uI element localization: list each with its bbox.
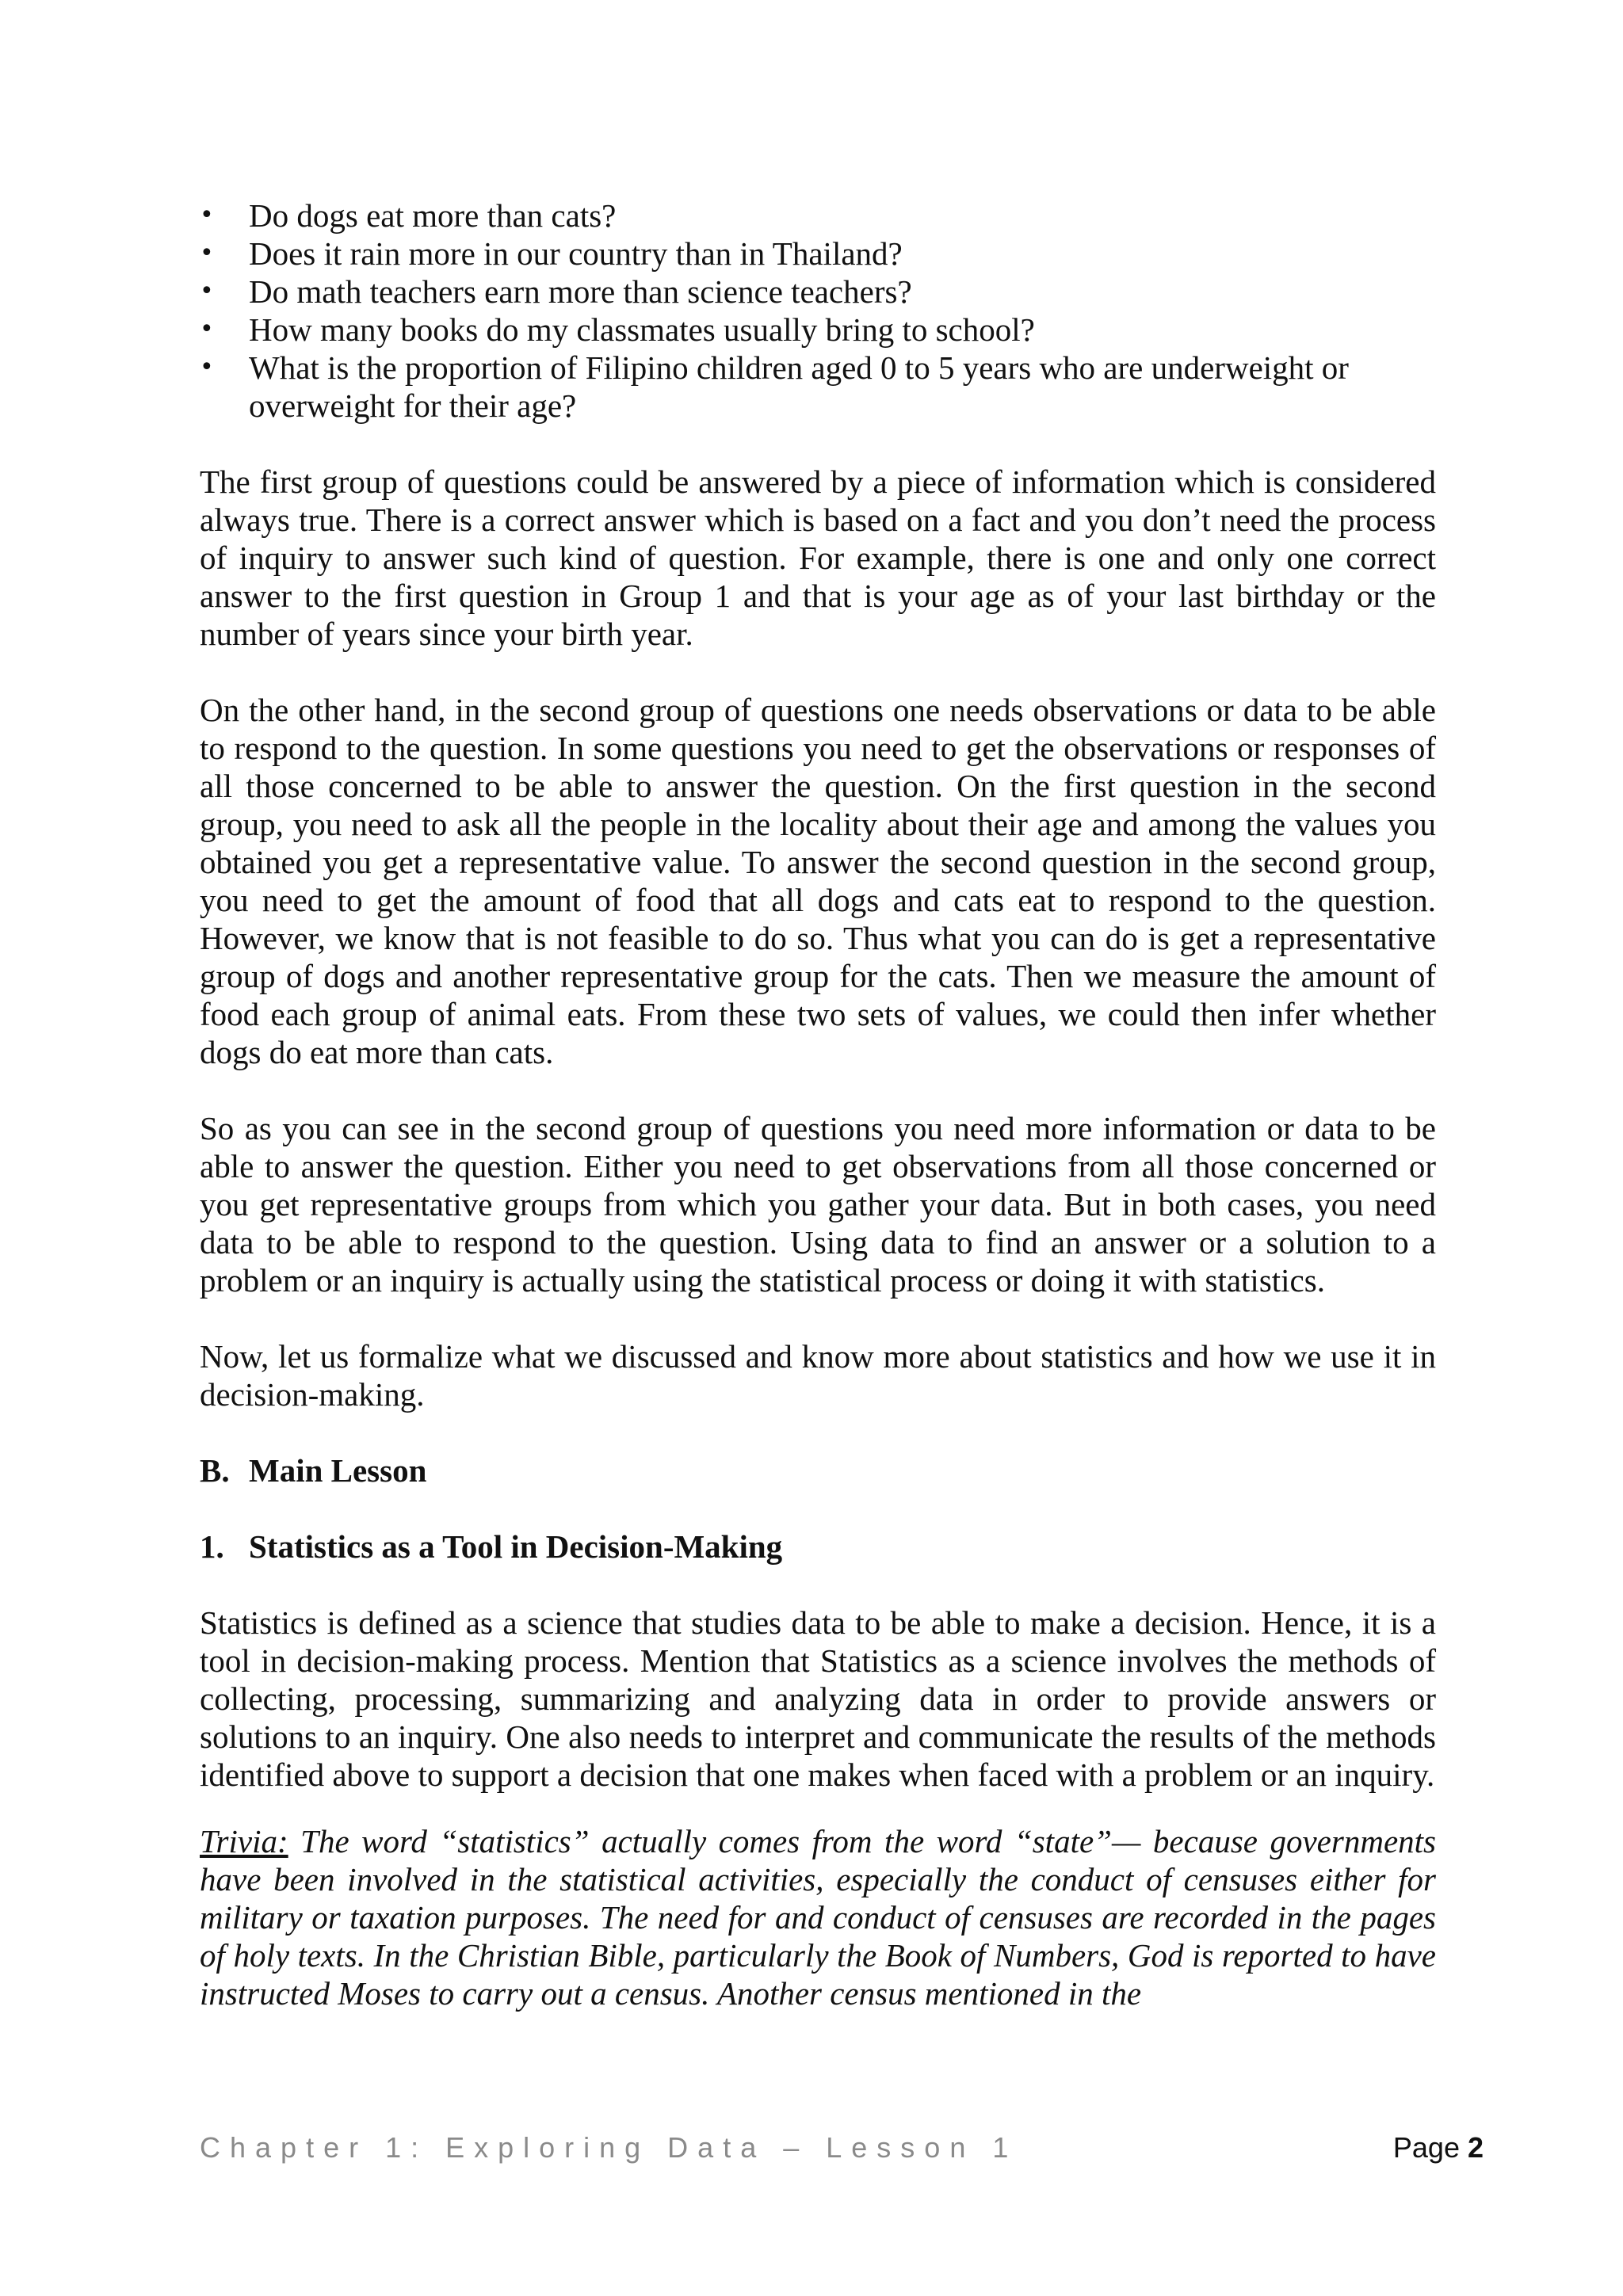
list-item-text: How many books do my classmates usually bring to school? xyxy=(249,311,1035,348)
footer-page-number xyxy=(1393,2131,1484,2164)
bullet-icon: • xyxy=(200,201,214,229)
trivia-label: Trivia: xyxy=(200,1823,288,1859)
page-footer xyxy=(200,2131,1484,2171)
paragraph-statistics-definition: Statistics is defined as a science that studies data to be able to make a decision. Hence, it is a tool in decision-making process. Mention that Statistics as a science involves the methods of collecting, processing, summarizing and analyzing data in order to provide answers or solutions to an inquiry. One also needs to interpret and communicate the results of the methods identified above to support a decision that one makes when faced with a problem or an inquiry. xyxy=(200,1604,1436,1793)
section-heading-main-lesson xyxy=(200,1451,1436,1489)
page-number-value: 2 xyxy=(1467,2131,1484,2164)
bullet-icon: • xyxy=(200,239,214,267)
list-item-text: Do dogs eat more than cats? xyxy=(249,197,617,234)
list-item-text: Do math teachers earn more than science teachers? xyxy=(249,273,912,310)
list-item xyxy=(200,273,1436,311)
section-number: B. xyxy=(200,1452,230,1489)
paragraph-formalize: Now, let us formalize what we discussed and know more about statistics and how we use it in decision-making. xyxy=(200,1338,1436,1413)
bullet-icon: • xyxy=(200,315,214,343)
trivia-block xyxy=(200,1822,1436,2012)
list-item xyxy=(200,311,1436,349)
page-content xyxy=(200,196,1436,2012)
bullet-icon: • xyxy=(200,353,214,381)
section-title: Main Lesson xyxy=(249,1452,427,1489)
paragraph-summary: So as you can see in the second group of questions you need more information or data to be able to answer the question. Either you need to get observations from all those concerned or you get representative groups from which you gather your data. But in both cases, you need data to be able to respond to the question. Using data to find an answer or a solution to a problem or an inquiry is actually using the statistical process or doing it with statistics. xyxy=(200,1110,1436,1299)
list-item-text: What is the proportion of Filipino children aged 0 to 5 years who are underweight or overweight for their age? xyxy=(249,349,1349,424)
paragraph-first-group: The first group of questions could be answered by a piece of information which is considered always true. There is a correct answer which is based on a fact and you don’t need the process of inquiry to answer such kind of question. For example, there is one and only one correct answer to the first question in Group 1 and that is your age as of your last birthday or the number of years since your birth year. xyxy=(200,463,1436,652)
trivia-text: The word “statistics” actually comes from the word “state”— because governments have been involved in the statistical activities, especially the conduct of censuses either for military or taxation purposes. The need for and conduct of censuses are recorded in the pages of holy texts. In the Christian Bible, particularly the Book of Numbers, God is reported to have instructed Moses to carry out a census. Another census mentioned in the xyxy=(200,1823,1436,2012)
section-heading-statistics-tool xyxy=(200,1527,1436,1566)
footer-chapter-title: Chapter 1: Exploring Data – Lesson 1 xyxy=(200,2131,1018,2164)
bullet-icon: • xyxy=(200,277,214,305)
paragraph-second-group: On the other hand, in the second group of questions one needs observations or data to be able to respond to the question. In some questions you need to get the observations or responses of all those concerned to be able to answer the question. On the first question in the second group, you need to ask all the people in the locality about their age and among the values you obtained you get a representative value. To answer the second question in the second group, you need to get the amount of food that all dogs and cats eat to respond to the question. However, we know that is not feasible to do so. Thus what you can do is get a representative group of dogs and another representative group for the cats. Then we measure the amount of food each group of animal eats. From these two sets of values, we could then infer whether dogs do eat more than cats. xyxy=(200,692,1436,1070)
question-list xyxy=(200,196,1436,425)
list-item xyxy=(200,196,1436,235)
section-title: Statistics as a Tool in Decision-Making xyxy=(249,1528,783,1565)
list-item xyxy=(200,349,1436,425)
page-label: Page xyxy=(1392,2131,1468,2164)
list-item-text: Does it rain more in our country than in Thailand? xyxy=(249,235,903,272)
section-number: 1. xyxy=(200,1528,224,1565)
list-item xyxy=(200,235,1436,273)
